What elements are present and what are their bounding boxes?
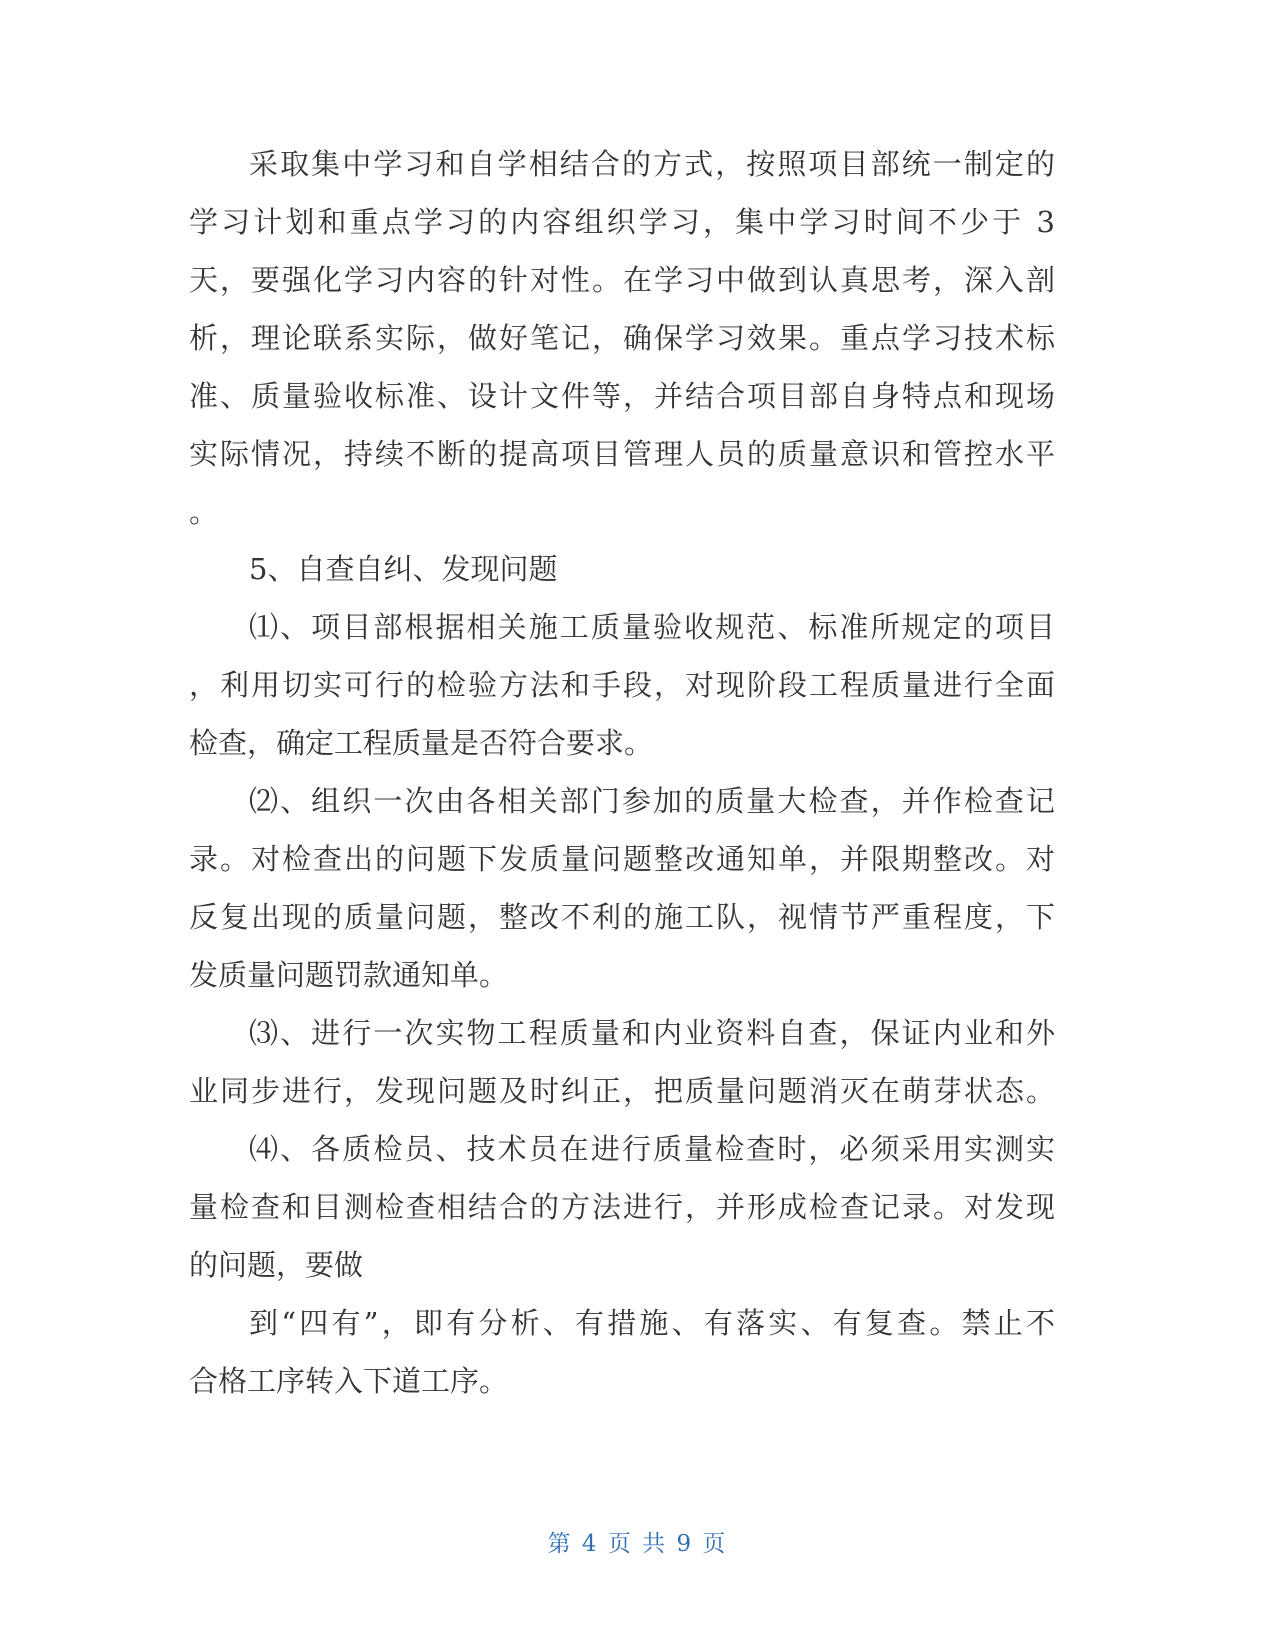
paragraph-line: 合格工序转入下道工序。 <box>189 1364 509 1398</box>
paragraph-line: 天，要强化学习内容的针对性。在学习中做到认真思考，深入剖 <box>189 263 1055 297</box>
paragraph-line: 量检查和目测检查相结合的方法进行，并形成检查记录。对发现 <box>189 1190 1055 1224</box>
paragraph-line: 业同步进行，发现问题及时纠正，把质量问题消灭在萌芽状态。 <box>189 1074 1055 1108</box>
paragraph-line: 发质量问题罚款通知单。 <box>189 958 509 992</box>
paragraph-line: 。 <box>189 495 219 529</box>
paragraph-line: 实际情况，持续不断的提高项目管理人员的质量意识和管控水平 <box>189 437 1055 471</box>
paragraph-line: 采取集中学习和自学相结合的方式，按照项目部统一制定的 <box>249 147 1055 181</box>
paragraph-line: 录。对检查出的问题下发质量问题整改通知单，并限期整改。对 <box>189 842 1055 876</box>
paragraph-line: 准、质量验收标准、设计文件等，并结合项目部自身特点和现场 <box>189 379 1055 413</box>
paragraph-line: 学习计划和重点学习的内容组织学习，集中学习时间不少于 3 <box>189 205 1055 239</box>
paragraph-line: ⑷、各质检员、技术员在进行质量检查时，必须采用实测实 <box>249 1132 1055 1166</box>
paragraph-line: ，利用切实可行的检验方法和手段，对现阶段工程质量进行全面 <box>189 668 1055 702</box>
paragraph-line: 检查，确定工程质量是否符合要求。 <box>189 726 654 760</box>
section-heading: 5、自查自纠、发现问题 <box>249 552 558 586</box>
paragraph-line: 反复出现的质量问题，整改不利的施工队，视情节严重程度，下 <box>189 900 1055 934</box>
paragraph-line: ⑴、项目部根据相关施工质量验收规范、标准所规定的项目 <box>249 610 1055 644</box>
paragraph-line: 析，理论联系实际，做好笔记，确保学习效果。重点学习技术标 <box>189 321 1055 355</box>
paragraph-line: 到“四有”，即有分析、有措施、有落实、有复查。禁止不 <box>249 1306 1055 1340</box>
paragraph-line: 的问题，要做 <box>189 1248 364 1282</box>
page-number-footer: 第 4 页 共 9 页 <box>547 1531 728 1557</box>
paragraph-line: ⑶、进行一次实物工程质量和内业资料自查，保证内业和外 <box>249 1016 1055 1050</box>
paragraph-line: ⑵、组织一次由各相关部门参加的质量大检查，并作检查记 <box>249 784 1055 818</box>
